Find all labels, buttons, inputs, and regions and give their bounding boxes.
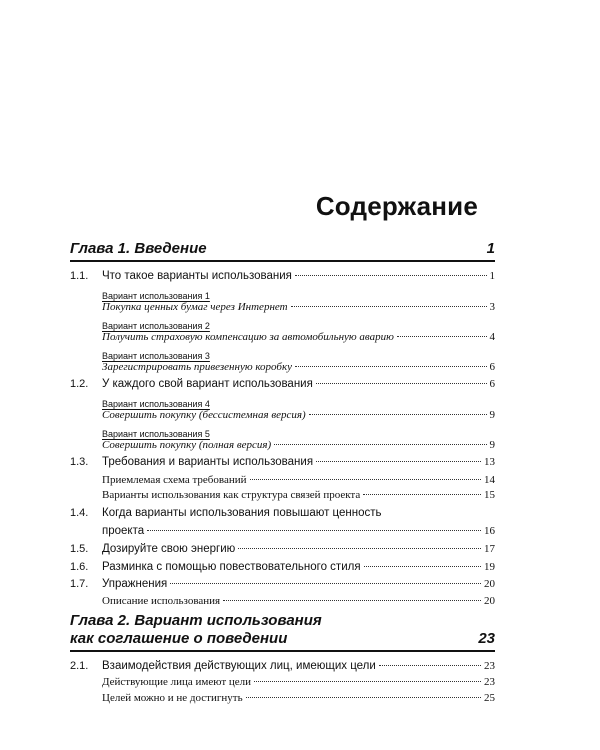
- page-number: 4: [489, 331, 495, 343]
- use-case-label: Вариант использования 4: [102, 399, 210, 409]
- use-case-label: Вариант использования 2: [102, 321, 210, 331]
- subsection-title: Приемлемая схема требований: [102, 474, 247, 486]
- toc-entry-1-6[interactable]: [70, 561, 495, 579]
- section-number: 1.3.: [70, 456, 89, 468]
- section-title: Что такое варианты использования: [102, 270, 292, 282]
- toc-entry-subsection[interactable]: [102, 489, 495, 507]
- page-number: 16: [484, 525, 495, 537]
- toc-entry-uc3[interactable]: [102, 361, 495, 379]
- section-title: Взаимодействия действующих лиц, имеющих цели: [102, 660, 376, 672]
- section-number: 1.1.: [70, 270, 89, 282]
- chapter-title-line1: Глава 2. Вариант использования: [70, 612, 322, 629]
- page-number: 9: [489, 439, 495, 451]
- section-title: Дозируйте свою энергию: [102, 543, 236, 555]
- toc-entry-1-4[interactable]: [70, 507, 495, 525]
- use-case-title: Совершить покупку (полная версия): [102, 439, 272, 451]
- toc-entry-uc2[interactable]: [102, 331, 495, 349]
- toc-entry-1-4-cont[interactable]: [102, 525, 495, 543]
- dot-leader: [274, 444, 486, 445]
- toc-entry-uc1[interactable]: [102, 301, 495, 319]
- toc-entry-1-7[interactable]: [70, 578, 495, 596]
- dot-leader: [363, 494, 481, 495]
- page-number: 9: [489, 409, 495, 421]
- section-number: 1.6.: [70, 561, 89, 573]
- dot-leader: [295, 275, 487, 276]
- dot-leader: [295, 366, 487, 367]
- chapter-2-heading[interactable]: [70, 612, 495, 652]
- page-number: 15: [484, 489, 495, 501]
- use-case-title: Совершить покупку (бессистемная версия): [102, 409, 306, 421]
- section-number: 2.1.: [70, 660, 89, 672]
- section-title: У каждого свой вариант использования: [102, 378, 313, 390]
- dot-leader: [364, 566, 481, 567]
- page-number: 20: [484, 578, 495, 590]
- dot-leader: [246, 697, 481, 698]
- chapter-title-line2: как соглашение о поведении: [70, 630, 288, 647]
- chapter-1-heading[interactable]: [70, 240, 495, 262]
- chapter-title: Глава 1. Введение: [70, 240, 207, 257]
- toc-entry-uc4[interactable]: [102, 409, 495, 427]
- dot-leader: [316, 383, 487, 384]
- dot-leader: [379, 665, 481, 666]
- page-number: 3: [489, 301, 495, 313]
- dot-leader: [291, 306, 487, 307]
- page-number: 23: [484, 660, 495, 672]
- page-number: 6: [489, 378, 495, 390]
- section-title: Требования и варианты использования: [102, 456, 314, 468]
- section-number: 1.4.: [70, 507, 89, 519]
- page-number: 13: [484, 456, 495, 468]
- toc-entry-uc5[interactable]: [102, 439, 495, 457]
- use-case-title: Зарегистрировать привезенную коробку: [102, 361, 292, 373]
- page-number: 23: [484, 676, 495, 688]
- use-case-title: Получить страховую компенсацию за автомобильную аварию: [102, 331, 394, 343]
- page-number: 25: [484, 692, 495, 704]
- page-number: 14: [484, 474, 495, 486]
- dot-leader: [170, 583, 481, 584]
- use-case-title: Покупка ценных бумаг через Интернет: [102, 301, 288, 313]
- dot-leader: [147, 530, 481, 531]
- use-case-label: Вариант использования 3: [102, 351, 210, 361]
- section-number: 1.2.: [70, 378, 89, 390]
- chapter-page: 1: [486, 240, 495, 257]
- section-title: Упражнения: [102, 578, 168, 590]
- page-number: 17: [484, 543, 495, 555]
- page-title: Содержание: [315, 191, 478, 221]
- subsection-title: Целей можно и не достигнуть: [102, 692, 243, 704]
- dot-leader: [223, 600, 481, 601]
- toc-entry-1-3[interactable]: [70, 456, 495, 474]
- dot-leader: [254, 681, 481, 682]
- section-number: 1.7.: [70, 578, 89, 590]
- subsection-title: Варианты использования как структура связей проекта: [102, 489, 361, 501]
- dot-leader: [309, 414, 487, 415]
- chapter-title: [70, 612, 322, 648]
- page-number: 1: [489, 270, 495, 282]
- subsection-title: Описание использования: [102, 595, 221, 607]
- toc-entry-1-2[interactable]: [70, 378, 495, 396]
- page-number: 19: [484, 561, 495, 573]
- dot-leader: [238, 548, 481, 549]
- dot-leader: [250, 479, 482, 480]
- toc-entry-subsection[interactable]: [102, 595, 495, 613]
- chapter-page: 23: [478, 630, 495, 647]
- use-case-label: Вариант использования 5: [102, 429, 210, 439]
- toc-entry-1-5[interactable]: [70, 543, 495, 561]
- section-title-line1: Когда варианты использования повышают ценность: [102, 507, 382, 519]
- dot-leader: [316, 461, 481, 462]
- toc-entry-subsection[interactable]: [102, 692, 495, 710]
- section-title: Разминка с помощью повествовательного стиля: [102, 561, 361, 573]
- subsection-title: Действующие лица имеют цели: [102, 676, 252, 688]
- toc-entry-1-1[interactable]: [70, 270, 495, 288]
- section-title-line2: проекта: [102, 525, 145, 537]
- page-number: 20: [484, 595, 495, 607]
- section-number: 1.5.: [70, 543, 89, 555]
- dot-leader: [397, 336, 487, 337]
- use-case-label: Вариант использования 1: [102, 291, 210, 301]
- page-number: 6: [489, 361, 495, 373]
